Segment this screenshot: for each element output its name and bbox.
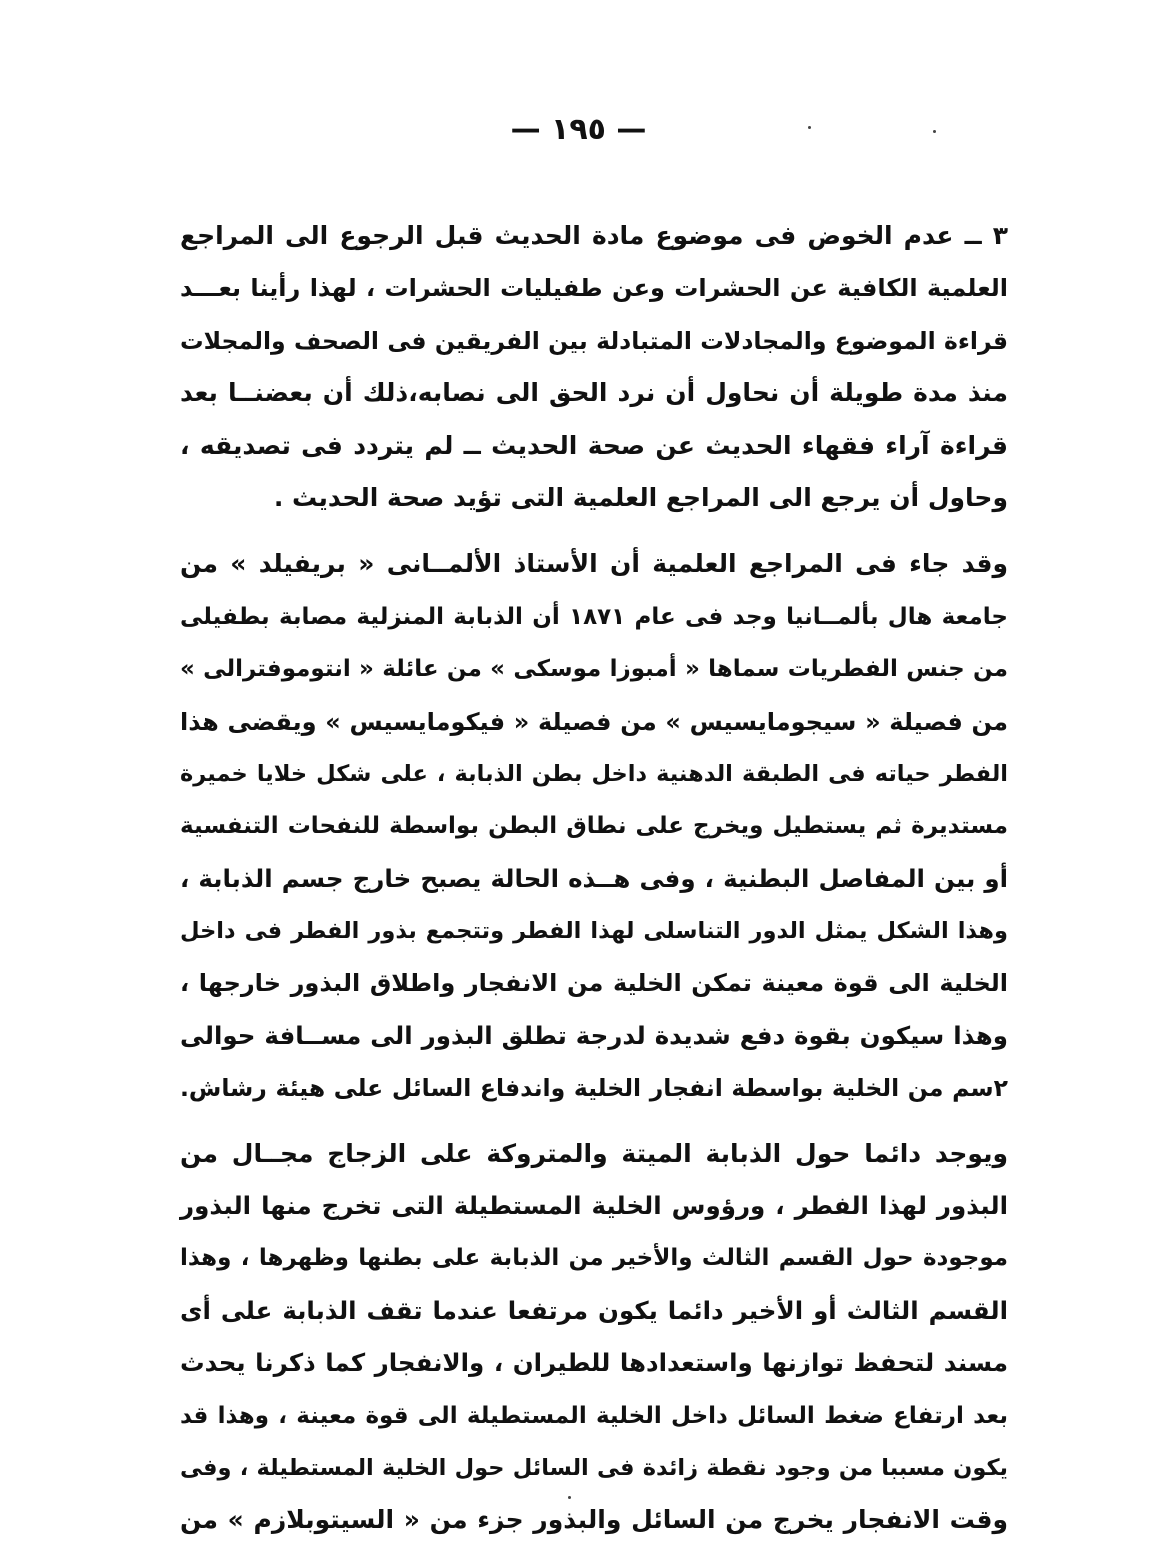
text-line: موجودة حول القسم الثالث والأخير من الذبابة على بطنها وظهرها ، وهذا [180,1245,1008,1272]
text-line: ويوجد دائما حول الذبابة الميتة والمتروكة على الزجاج مجــال من [180,1138,1008,1168]
text-line: وحاول أن يرجع الى المراجع العلمية التى تؤيد صحة الحديث . [273,482,1008,512]
paragraph-3 [180,1128,1008,1547]
text-line: مسند لتحفظ توازنها واستعدادها للطيران ، والانفجار كما ذكرنا يحدث [180,1348,1008,1378]
paragraph-2 [180,538,1008,1114]
text-line: من جنس الفطريات سماها « أمبوزا موسكى » من عائلة « انتوموفترالى » [180,656,1008,683]
paragraph-1 [180,210,1008,524]
text-line: وهذا سيكون بقوة دفع شديدة لدرجة تطلق البذور الى مســافة حوالى [180,1020,1008,1050]
text-line: البذور لهذا الفطر ، ورؤوس الخلية المستطيلة التى تخرج منها البذور [180,1191,1008,1221]
text-line: منذ مدة طويلة أن نحاول أن نرد الحق الى نصابه،ذلك أن بعضنــا بعد [180,378,1008,408]
text-line: ٣ ــ عدم الخوض فى موضوع مادة الحديث قبل الرجوع الى المراجع [180,221,1008,250]
text-line: ٢سم من الخلية بواسطة انفجار الخلية واندفاع السائل على هيئة رشاش. [180,1074,1008,1103]
text-line: وقد جاء فى المراجع العلمية أن الأستاذ الألمــانى « بريفيلد » من [180,549,1008,579]
text-line: قراءة آراء فقهاء الحديث عن صحة الحديث ــ لم يتردد فى تصديقه ، [180,430,1008,460]
text-line: القسم الثالث أو الأخير دائما يكون مرتفعا عندما تقف الذبابة على أى [180,1295,1008,1325]
page-body-text [180,210,1008,1547]
text-line: وقت الانفجار يخرج من السائل والبذور جزء من « السيتوبلازم » من [180,1505,1008,1535]
page-number: — ١٩٥ — [510,112,647,147]
text-line: جامعة هال بألمــانيا وجد فى عام ١٨٧١ أن الذبابة المنزلية مصابة بطفيلى [180,603,1008,630]
text-line: وهذا الشكل يمثل الدور التناسلى لهذا الفطر وتتجمع بذور الفطر فى داخل [180,918,1008,945]
text-line: مستديرة ثم يستطيل ويخرج على نطاق البطن بواسطة للنفحات التنفسية [180,813,1008,840]
text-line: بعد ارتفاع ضغط السائل داخل الخلية المستطيلة الى قوة معينة ، وهذا قد [180,1402,1008,1429]
text-line: الفطر حياته فى الطبقة الدهنية داخل بطن الذبابة ، على شكل خلايا خميرة [180,760,1008,787]
text-line: أو بين المفاصل البطنية ، وفى هــذه الحالة يصبح خارج جسم الذبابة ، [180,863,1008,893]
scan-speck [808,126,811,129]
text-line: يكون مسببا من وجود نقطة زائدة فى السائل حول الخلية المستطيلة ، وفى [180,1454,1008,1481]
text-line: العلمية الكافية عن الحشرات وعن طفيليات الحشرات ، لهذا رأينا بعـــد [180,274,1008,303]
text-line: من فصيلة « سيجومايسيس » من فصيلة « فيكومايسيس » ويقضى هذا [180,707,1008,736]
text-line: الخلية الى قوة معينة تمكن الخلية من الانفجار واطلاق البذور خارجها ، [180,969,1008,998]
scan-speck [933,130,936,133]
text-line: قراءة الموضوع والمجادلات المتبادلة بين الفريقين فى الصحف والمجلات [180,326,1008,355]
scan-speck [568,1496,571,1499]
